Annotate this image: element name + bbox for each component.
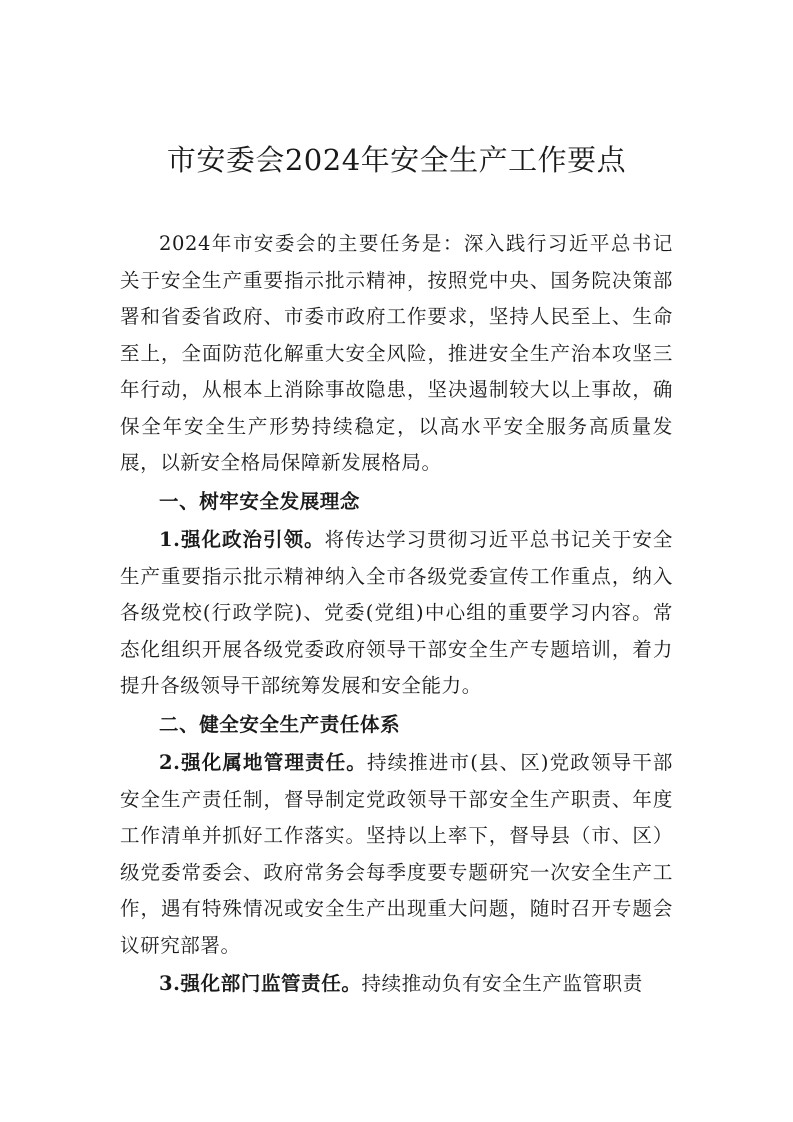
item-1-paragraph bbox=[120, 522, 673, 705]
document-title: 市安委会2024年安全生产工作要点 bbox=[166, 143, 627, 177]
section-heading-1: 一、树牢安全发展理念 bbox=[159, 489, 361, 513]
section-heading-2: 二、健全安全生产责任体系 bbox=[159, 712, 401, 736]
item-2-lead: 2.强化属地管理责任。 bbox=[159, 751, 367, 774]
item-1-lead: 1.强化政治引领。 bbox=[159, 528, 325, 551]
item-3-lead: 3.强化部门监管责任。 bbox=[159, 972, 362, 995]
intro-paragraph: 2024年市安委会的主要任务是：深入践行习近平总书记关于安全生产重要指示批示精神，按照党中央、国务院决策部署和省委省政府、市委市政府工作要求，坚持人民至上、生命至上，全面防范化解重大安全风险，推进安全生产治本攻坚三年行动，从根本上消除事故隐患，坚决遏制较大以上事故，确保全年安全生产形势持续稳定，以高水平安全服务高质量发展，以新安全格局保障新发展格局。 bbox=[120, 232, 673, 474]
item-1-body: 将传达学习贯彻习近平总书记关于安全生产重要指示批示精神纳入全市各级党委宣传工作重点，纳入各级党校(行政学院)、党委(党组)中心组的重要学习内容。常态化组织开展各级党委政府领导干部安全生产专题培训，着力提升各级领导干部统筹发展和安全能力。 bbox=[120, 528, 673, 697]
item-2-body: 持续推进市(县、区)党政领导干部安全生产责任制，督导制定党政领导干部安全生产职责、年度工作清单并抓好工作落实。坚持以上率下，督导县（市、区）级党委常委会、政府常务会每季度要专题研究一次安全生产工作，遇有特殊情况或安全生产出现重大问题，随时召开专题会议研究部署。 bbox=[120, 751, 673, 957]
item-3-body: 持续推动负有安全生产监管职责 bbox=[361, 972, 643, 995]
item-3-paragraph bbox=[120, 966, 673, 1003]
item-2-paragraph bbox=[120, 745, 673, 964]
